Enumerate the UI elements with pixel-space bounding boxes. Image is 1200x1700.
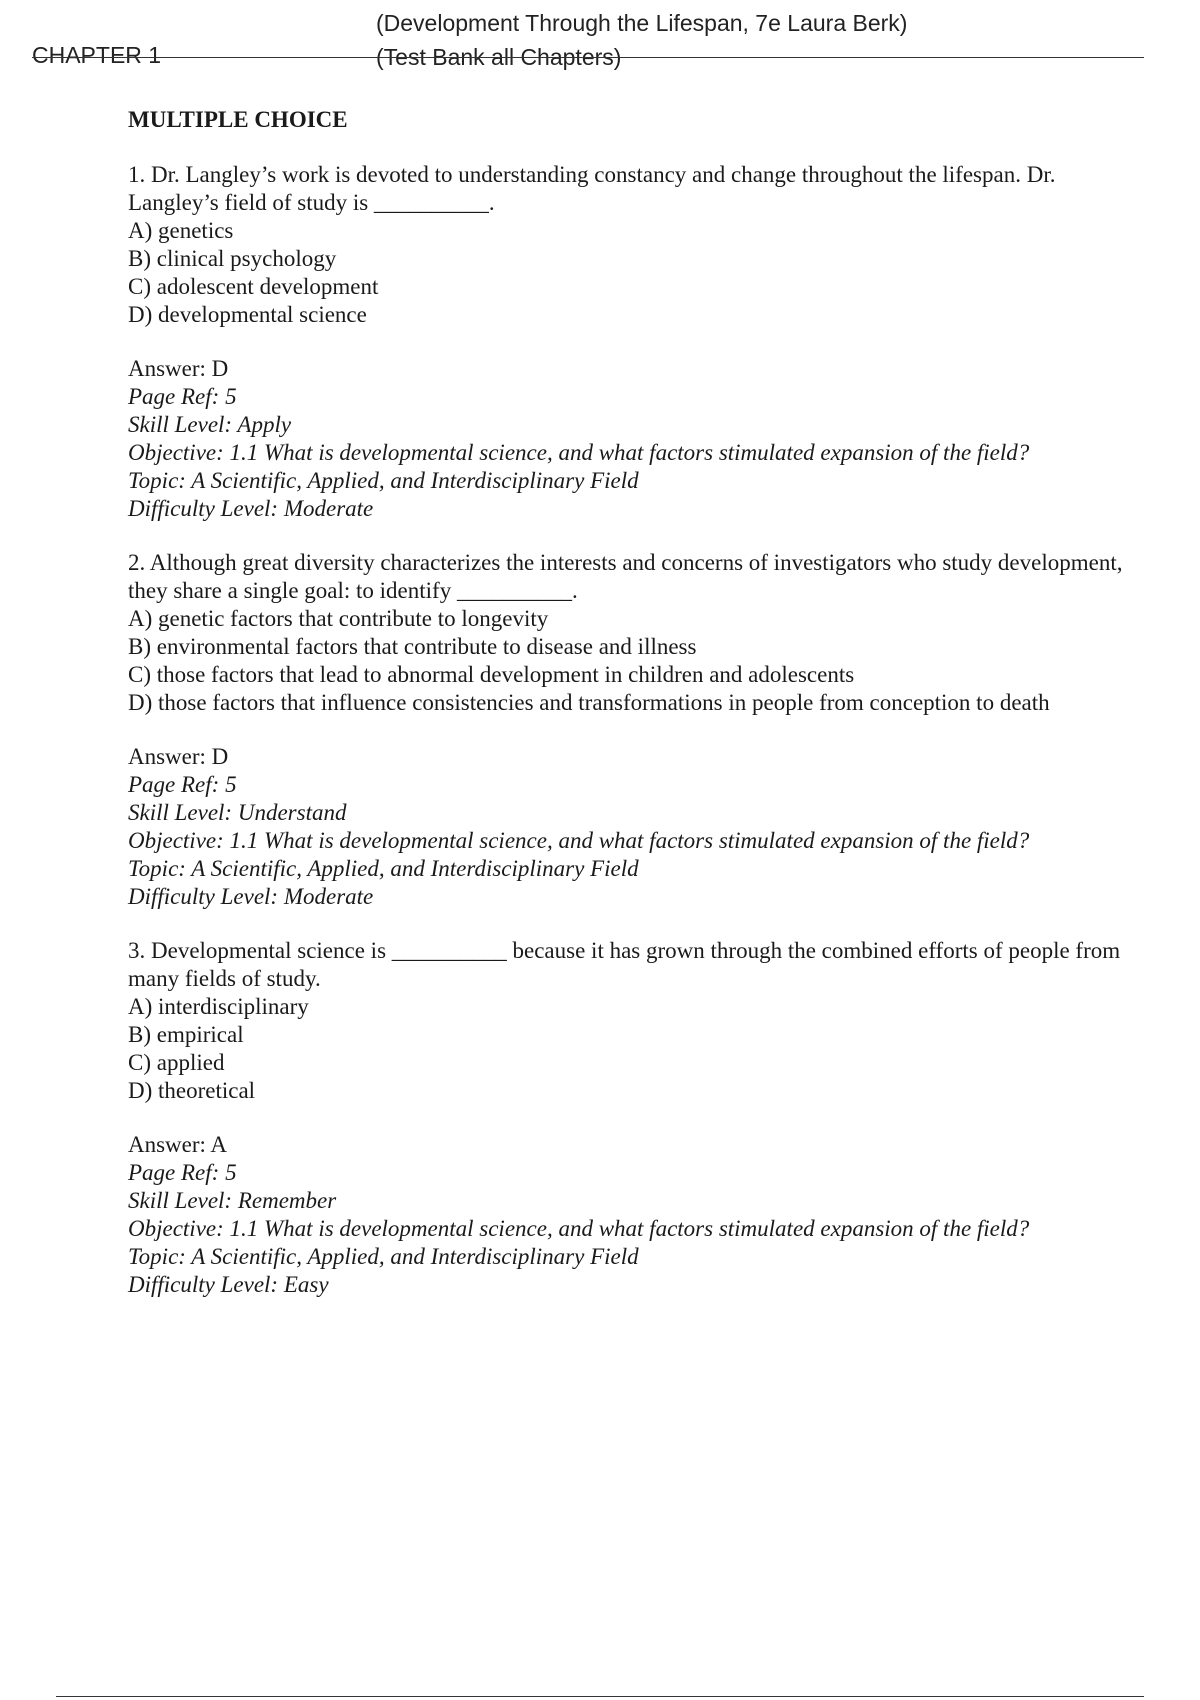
header-subtitle: (Test Bank all Chapters) [376, 44, 622, 70]
page-ref: Page Ref: 5 [128, 1160, 237, 1185]
answer-options [128, 217, 1128, 329]
question-3-meta [128, 1131, 1128, 1299]
page-ref: Page Ref: 5 [128, 384, 237, 409]
difficulty-level: Difficulty Level: Moderate [128, 884, 374, 909]
answer-line: Answer: A [128, 1132, 228, 1157]
option-a: A) genetics [128, 218, 234, 243]
difficulty-level: Difficulty Level: Easy [128, 1272, 329, 1297]
question-1-meta [128, 355, 1128, 523]
question-stem: 3. Developmental science is __________ because it has grown through the combined efforts of people from many fields of study. [128, 938, 1121, 991]
answer-options [128, 993, 1128, 1105]
topic: Topic: A Scientific, Applied, and Interdisciplinary Field [128, 468, 639, 493]
header-rule [32, 57, 1144, 58]
question-1 [128, 161, 1128, 329]
header-title: (Development Through the Lifespan, 7e Laura Berk) [376, 10, 908, 36]
answer-line: Answer: D [128, 356, 229, 381]
topic: Topic: A Scientific, Applied, and Interdisciplinary Field [128, 1244, 639, 1269]
difficulty-level: Difficulty Level: Moderate [128, 496, 374, 521]
answer-line: Answer: D [128, 744, 229, 769]
option-c: C) those factors that lead to abnormal development in children and adolescents [128, 662, 855, 687]
question-stem: 2. Although great diversity characterizes the interests and concerns of investigators who study development, they share a single goal: to identify __________. [128, 550, 1123, 603]
section-heading: MULTIPLE CHOICE [128, 107, 348, 132]
page-ref: Page Ref: 5 [128, 772, 237, 797]
option-a: A) genetic factors that contribute to longevity [128, 606, 549, 631]
option-d: D) developmental science [128, 302, 367, 327]
skill-level: Skill Level: Understand [128, 800, 347, 825]
option-d: D) theoretical [128, 1078, 256, 1103]
objective: Objective: 1.1 What is developmental science, and what factors stimulated expansion of the field? [128, 440, 1030, 465]
option-c: C) applied [128, 1050, 225, 1075]
question-stem: 1. Dr. Langley’s work is devoted to understanding constancy and change throughout the lifespan. Dr. Langley’s field of study is __________. [128, 162, 1056, 215]
skill-level: Skill Level: Remember [128, 1188, 337, 1213]
question-3 [128, 937, 1128, 1105]
objective: Objective: 1.1 What is developmental science, and what factors stimulated expansion of the field? [128, 828, 1030, 853]
skill-level: Skill Level: Apply [128, 412, 292, 437]
objective: Objective: 1.1 What is developmental science, and what factors stimulated expansion of the field? [128, 1216, 1030, 1241]
option-b: B) clinical psychology [128, 246, 337, 271]
topic: Topic: A Scientific, Applied, and Interdisciplinary Field [128, 856, 639, 881]
footer-rule [56, 1696, 1144, 1697]
chapter-label: CHAPTER 1 [32, 42, 162, 68]
option-b: B) environmental factors that contribute to disease and illness [128, 634, 697, 659]
question-2 [128, 549, 1128, 717]
option-b: B) empirical [128, 1022, 244, 1047]
answer-options [128, 605, 1128, 717]
option-d: D) those factors that influence consistencies and transformations in people from conception to death [128, 690, 1050, 715]
question-2-meta [128, 743, 1128, 911]
option-c: C) adolescent development [128, 274, 379, 299]
option-a: A) interdisciplinary [128, 994, 309, 1019]
document-body [128, 105, 1128, 1325]
